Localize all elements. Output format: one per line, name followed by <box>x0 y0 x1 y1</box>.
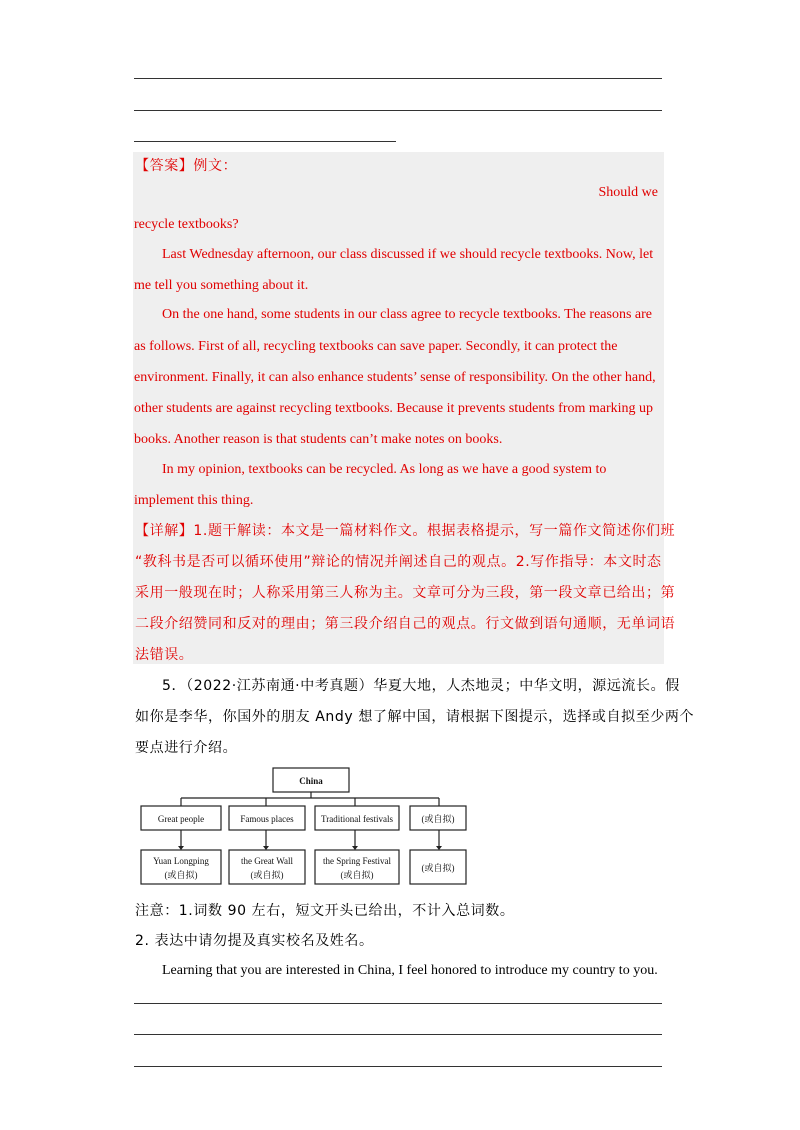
diagram-svg <box>134 762 494 892</box>
essay-line: environment. Finally, it can also enhance students’ sense of responsibility. On the other hand, <box>134 370 656 385</box>
diagram-root-label: China <box>299 776 323 786</box>
explain-line: 【详解】1.题干解读：本文是一篇材料作文。根据表格提示，写一篇作文简述你们班 <box>135 523 676 539</box>
diagram-example-label: Yuan Longping <box>153 856 209 866</box>
writing-line <box>134 78 662 79</box>
writing-line <box>134 1034 662 1035</box>
diagram-example-label: the Spring Festival <box>323 856 391 866</box>
diagram-example-label: (或自拟) <box>421 863 455 873</box>
diagram-category-label: Traditional festivals <box>321 814 393 824</box>
note-line-1: 注意：1.词数 90 左右，短文开头已给出，不计入总词数。 <box>135 903 515 919</box>
diagram-category-label: (或自拟) <box>421 814 455 824</box>
essay-title-cont: recycle textbooks? <box>134 217 239 232</box>
essay-line: On the one hand, some students in our class agree to recycle textbooks. The reasons are <box>162 307 652 322</box>
question-line: 要点进行介绍。 <box>135 740 238 756</box>
essay-line: me tell you something about it. <box>134 278 309 293</box>
china-topic-diagram <box>134 762 494 892</box>
diagram-example-label: the Great Wall <box>240 856 294 866</box>
answer-label: 【答案】例文： <box>135 158 238 174</box>
essay-line: other students are against recycling textbooks. Because it prevents students from marking up <box>134 401 654 416</box>
question-line: 5．（2022·江苏南通·中考真题）华夏大地，人杰地灵；中华文明，源远流长。假 <box>162 678 680 694</box>
question-line: 如你是李华，你国外的朋友 Andy 想了解中国，请根据下图提示，选择或自拟至少两个 <box>135 709 695 725</box>
essay-line: Last Wednesday afternoon, our class discussed if we should recycle textbooks. Now, let <box>162 247 654 262</box>
explain-line: 二段介绍赞同和反对的理由；第三段介绍自己的观点。行文做到语句通顺，无单词语 <box>135 616 676 632</box>
explain-line: “教科书是否可以循环使用”辩论的情况并阐述自己的观点。2.写作指导：本文时态 <box>135 554 662 570</box>
essay-line: implement this thing. <box>134 493 254 508</box>
diagram-example-label: (或自拟) <box>250 870 284 880</box>
essay-title: Should we <box>598 185 658 200</box>
essay-line: books. Another reason is that students can’t make notes on books. <box>134 432 503 447</box>
writing-line <box>134 1003 662 1004</box>
essay-line: In my opinion, textbooks can be recycled. As long as we have a good system to <box>162 462 607 477</box>
essay-opening: Learning that you are interested in China, I feel honored to introduce my country to you. <box>162 963 658 978</box>
diagram-category-label: Famous places <box>240 814 294 824</box>
explain-line: 法错误。 <box>135 647 194 663</box>
explain-line: 采用一般现在时；人称采用第三人称为主。文章可分为三段，第一段文章已给出；第 <box>135 585 676 601</box>
essay-line: as follows. First of all, recycling textbooks can save paper. Secondly, it can protect the <box>134 339 618 354</box>
note-line-2: 2. 表达中请勿提及真实校名及姓名。 <box>135 933 374 949</box>
diagram-example-label: (或自拟) <box>164 870 198 880</box>
writing-line <box>134 110 662 111</box>
diagram-example-label: (或自拟) <box>340 870 374 880</box>
diagram-category-label: Great people <box>157 814 205 824</box>
writing-line <box>134 141 396 142</box>
writing-line <box>134 1066 662 1067</box>
